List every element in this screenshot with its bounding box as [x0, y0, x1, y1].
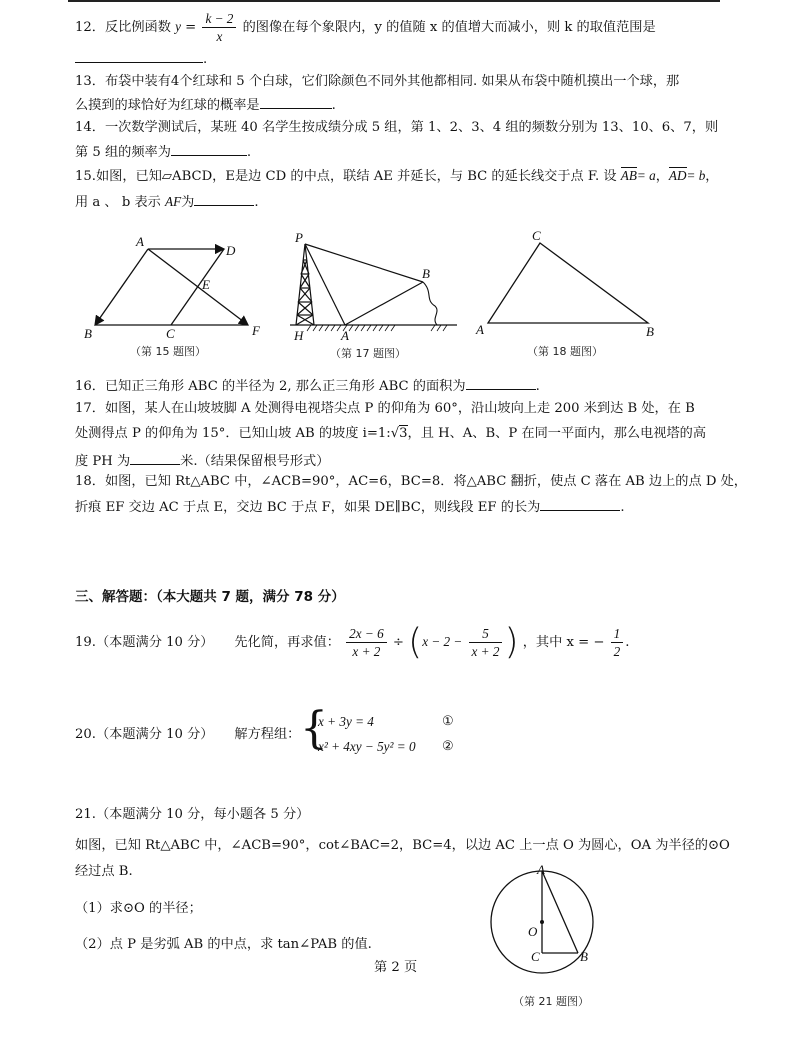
- equation-1: x + 3y = 4: [318, 714, 374, 729]
- figure-18-caption: （第 18 题图）: [527, 345, 603, 358]
- label-b: B: [580, 949, 588, 964]
- triangle-abc: [488, 243, 648, 323]
- segment-pb: [305, 244, 423, 282]
- segment-ab: [95, 249, 148, 325]
- label-d: D: [226, 243, 236, 258]
- figure-21-caption: （第 21 题图）: [513, 995, 589, 1008]
- question-21-part2: （2）点 P 是劣弧 AB 的中点，求 tan∠PAB 的值.: [75, 937, 372, 952]
- question-12: 12．反比例函数 y = $\frac{k - 2}{x}$ 的图像在每个象限内，y 的值随 x 的值增大而减小，则 k 的取值范围是: [75, 11, 656, 44]
- answer-blank[interactable]: [540, 496, 620, 511]
- figure-17: [285, 230, 460, 345]
- answer-blank[interactable]: [194, 191, 254, 206]
- segment-ab: [542, 871, 578, 953]
- label-a: A: [136, 234, 144, 249]
- question-15-line1: 15.如图，已知▱ABCD，E是边 CD 的中点，联结 AE 并延长，与 BC 的延长线交于点 F. 设 AB= a，AD= b，: [75, 168, 719, 184]
- answer-blank[interactable]: [466, 375, 536, 390]
- figure-17-caption: （第 17 题图）: [330, 347, 406, 360]
- figure-18: [470, 228, 670, 343]
- label-c: C: [532, 228, 541, 243]
- equation-2-number: ②: [442, 739, 454, 754]
- fraction-5-over-x-plus-2: $\frac{5}{x + 2}$: [469, 625, 503, 660]
- question-13-line2: 么摸到的球恰好为红球的概率是 .: [75, 94, 336, 116]
- question-17-line2: 处测得点 P 的仰角为 15°．已知山坡 AB 的坡度 i=1:√3，且 H、A、B、P 在同一平面内，那么电视塔的高: [75, 426, 707, 441]
- label-h: H: [294, 328, 304, 343]
- label-p: P: [295, 230, 303, 245]
- label-e: E: [202, 277, 210, 292]
- question-13-line1: 13．布袋中装有4个红球和 5 个白球，它们除颜色不同外其他都相同. 如果从布袋中随机摸出一个球，那: [75, 74, 680, 89]
- fraction-one-half: $\frac{1}{2}$: [611, 625, 624, 660]
- label-b: B: [646, 324, 654, 339]
- question-17-line3: 度 PH 为 米.（结果保留根号形式）: [75, 450, 329, 472]
- equation-1-number: ①: [442, 714, 454, 729]
- figure-15-caption: （第 15 题图）: [130, 345, 206, 358]
- segment-ab-slope: [345, 282, 423, 325]
- answer-blank[interactable]: [75, 48, 203, 63]
- question-19: 19.（本题满分 10 分） 先化简，再求值： $\frac{2x - 6}{x + 2}$ ÷ (x − 2 − $\frac{5}{x + 2}$ ) ，其中 x = − $\frac{1}{2}$ .: [75, 621, 630, 663]
- center-point: [540, 920, 544, 924]
- label-b: B: [422, 266, 430, 281]
- question-18-line2: 折痕 EF 交边 AC 于点 E，交边 BC 于点 F，如果 DE∥BC，则线段 EF 的长为 .: [75, 496, 625, 518]
- question-21-line1: 如图，已知 Rt△ABC 中，∠ACB=90°，cot∠BAC=2，BC=4，以边 AC 上一点 O 为圆心，OA 为半径的⊙O: [75, 838, 730, 853]
- hill-outline: [423, 282, 437, 325]
- figure-21: [486, 862, 611, 987]
- answer-blank[interactable]: [171, 141, 247, 156]
- equation-2: x² + 4xy − 5y² = 0: [318, 739, 416, 754]
- label-c: C: [166, 326, 175, 341]
- label-b: B: [84, 326, 92, 341]
- top-rule: [68, 0, 720, 2]
- answer-blank[interactable]: [260, 94, 332, 109]
- page-number: 第 2 页: [374, 960, 418, 975]
- question-14-line2: 第 5 组的频率为 .: [75, 141, 251, 163]
- question-17-line1: 17．如图，某人在山坡坡脚 A 处测得电视塔尖点 P 的仰角为 60°，沿山坡向上走 200 米到达 B 处，在 B: [75, 401, 695, 416]
- label-f: F: [252, 323, 260, 338]
- fraction-2x-minus-6: $\frac{2x - 6}{x + 2}$: [346, 625, 387, 660]
- label-a: A: [537, 862, 545, 877]
- label-a: A: [476, 322, 484, 337]
- question-20-label: 20.（本题满分 10 分） 解方程组：: [75, 727, 301, 742]
- question-16: 16．已知正三角形 ABC 的半径为 2, 那么正三角形 ABC 的面积为 .: [75, 375, 540, 397]
- question-21-part1: （1）求⊙O 的半径；: [75, 901, 202, 916]
- ground-hatching: [307, 325, 447, 331]
- figure-15: [80, 232, 280, 342]
- question-15-line2: 用 a 、 b 表示 AF为 .: [75, 191, 259, 213]
- answer-blank[interactable]: [130, 450, 180, 465]
- section-3-heading: 三、解答题：（本大题共 7 题，满分 78 分）: [75, 589, 345, 605]
- question-18-line1: 18．如图，已知 Rt△ABC 中，∠ACB=90°，AC=6，BC=8．将△ABC 翻折，使点 C 落在 AB 边上的点 D 处，: [75, 474, 747, 489]
- fraction-k-minus-2-over-x: $\frac{k - 2}{x}$: [202, 10, 236, 45]
- question-14-line1: 14．一次数学测试后，某班 40 名学生按成绩分成 5 组，第 1、2、3、4 组的频数分别为 13、10、6、7，则: [75, 120, 719, 135]
- label-c: C: [531, 949, 540, 964]
- label-o: O: [528, 924, 538, 939]
- question-12-answer: .: [75, 48, 207, 70]
- label-a: A: [341, 328, 349, 343]
- segment-dc: [171, 249, 224, 325]
- question-21-line2: 经过点 B.: [75, 864, 133, 879]
- system-brace: {: [300, 703, 328, 754]
- question-21-label: 21.（本题满分 10 分，每小题各 5 分）: [75, 807, 310, 822]
